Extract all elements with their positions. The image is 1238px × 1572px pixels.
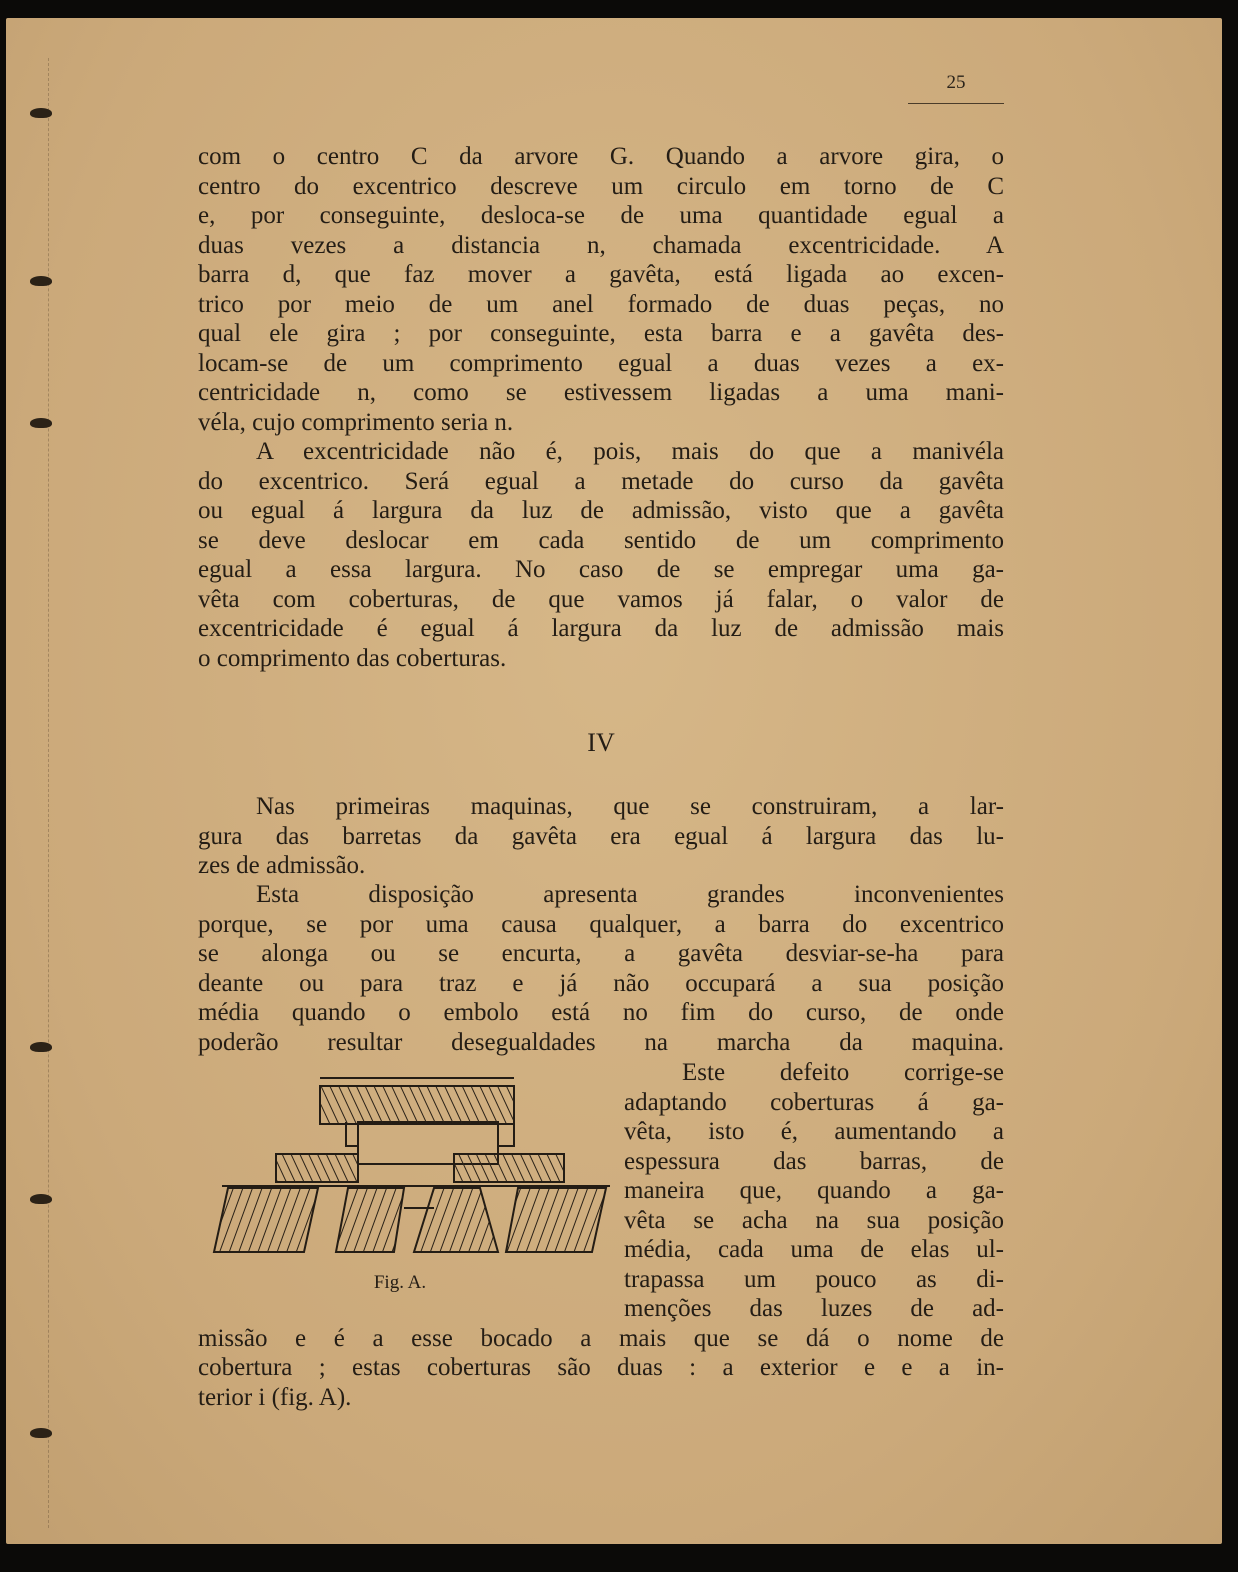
- figure-caption: Fig. A.: [373, 1272, 427, 1293]
- section-heading: IV: [587, 728, 615, 757]
- text-line: qual ele gira ; por conseguinte, esta barra e a gavêta des-: [198, 320, 1004, 347]
- text-line: egual a essa largura. No caso de se empregar uma ga-: [198, 556, 1004, 583]
- text-line: trico por meio de um anel formado de duas peças, no: [198, 290, 1004, 318]
- text-line: vêta, isto é, aumentando a: [624, 1118, 1004, 1145]
- text-line: média quando o embolo está no fim do curso, de onde: [198, 999, 1004, 1026]
- binding-hole: [30, 1194, 52, 1204]
- text-line: deante ou para traz e já não occupará a sua posição: [198, 969, 1004, 997]
- text-line: porque, se por uma causa qualquer, a barra do excentrico: [198, 910, 1004, 938]
- text-line: o comprimento das coberturas.: [198, 644, 507, 672]
- text-line: e, por conseguinte, desloca-se de uma quantidade egual a: [198, 202, 1004, 229]
- text-line: vêta se acha na sua posição: [624, 1206, 1004, 1234]
- text-line: poderão resultar desegualdades na marcha da maquina.: [198, 1028, 1004, 1056]
- text-line: centro do excentrico descreve um circulo em torno de C: [198, 172, 1004, 200]
- text-line: barra d, que faz mover a gavêta, está ligada ao excen-: [198, 261, 1004, 288]
- text-line: centricidade n, como se estivessem ligadas a uma mani-: [198, 379, 1004, 406]
- text-line: missão e é a esse bocado a mais que se dá o nome de: [198, 1324, 1004, 1352]
- text-line: A excentricidade não é, pois, mais do que a manivéla: [256, 438, 1004, 465]
- page-number-rule: [908, 103, 1004, 104]
- text-line: se deve deslocar em cada sentido de um comprimento: [198, 526, 1004, 554]
- binding-hole: [30, 418, 52, 428]
- text-line: menções das luzes de ad-: [624, 1295, 1004, 1322]
- text-line: véla, cujo comprimento seria n.: [198, 408, 514, 436]
- text-line: se alonga ou se encurta, a gavêta desviar-se-ha para: [198, 940, 1004, 967]
- text-line: espessura das barras, de: [624, 1147, 1004, 1175]
- text-line: ou egual á largura da luz de admissão, visto que a gavêta: [198, 497, 1004, 524]
- text-line: com o centro C da arvore G. Quando a arvore gira, o: [198, 143, 1004, 170]
- binding-hole: [30, 108, 52, 118]
- text-line: maneira que, quando a ga-: [624, 1177, 1004, 1204]
- text-line: gura das barretas da gavêta era egual á largura das lu-: [198, 822, 1004, 850]
- text-line: cobertura ; estas coberturas são duas : a exterior e e a in-: [198, 1354, 1004, 1381]
- text-line: do excentrico. Será egual a metade do curso da gavêta: [198, 467, 1004, 495]
- binding-hole: [30, 1042, 52, 1052]
- text-line: Nas primeiras maquinas, que se construiram, a lar-: [256, 793, 1004, 820]
- text-line: trapassa um pouco as di-: [624, 1265, 1004, 1293]
- text-line: locam-se de um comprimento egual a duas vezes a ex-: [198, 349, 1004, 377]
- text-line: adaptando coberturas á ga-: [624, 1088, 1004, 1116]
- text-line: terior i (fig. A).: [198, 1383, 352, 1411]
- text-line: excentricidade é egual á largura da luz de admissão mais: [198, 615, 1004, 642]
- text-line: zes de admissão.: [198, 852, 366, 879]
- text-line: vêta com coberturas, de que vamos já falar, o valor de: [198, 585, 1004, 613]
- figure-a-slide-valve-diagram: [208, 1072, 614, 1268]
- text-line: Este defeito corrige-se: [682, 1059, 1004, 1086]
- binding-hole: [30, 276, 52, 286]
- binding-hole: [30, 1428, 52, 1438]
- text-line: Esta disposição apresenta grandes inconvenientes: [256, 881, 1004, 908]
- text-line: duas vezes a distancia n, chamada excentricidade. A: [198, 231, 1004, 259]
- text-line: média, cada uma de elas ul-: [624, 1236, 1004, 1263]
- page-number: 25: [946, 72, 966, 93]
